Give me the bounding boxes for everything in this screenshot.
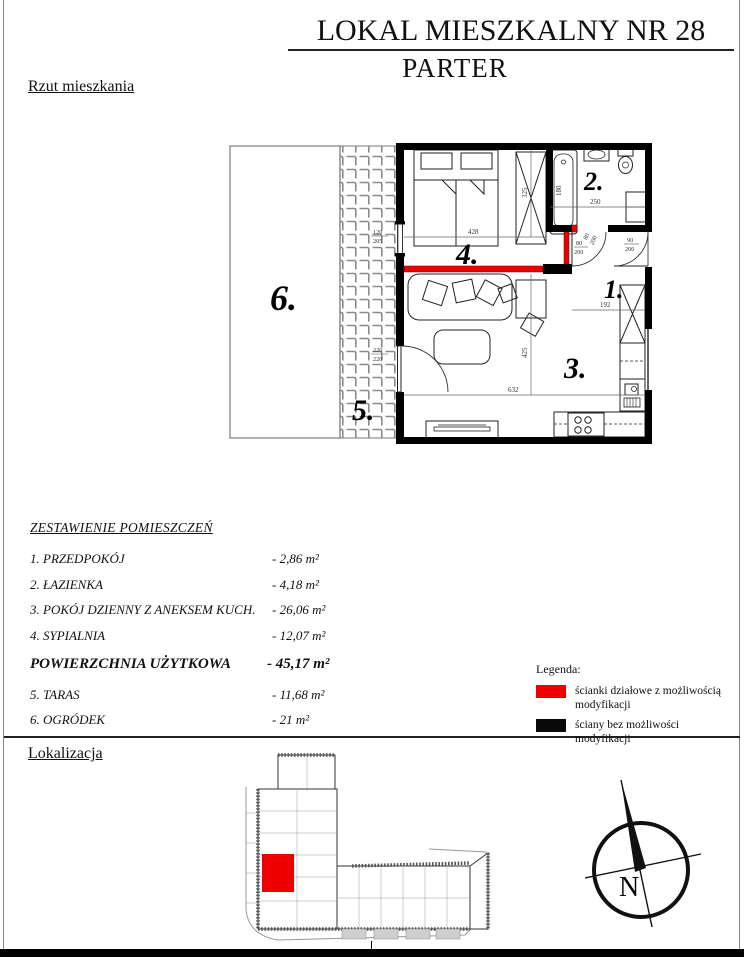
svg-text:200: 200: [588, 234, 599, 247]
legend-item-black-walls: [536, 718, 732, 747]
svg-text:205: 205: [373, 238, 383, 245]
room-row-label: 6. OGRÓDEK: [30, 712, 106, 727]
legend-item-label: ścianki działowe z możliwością modyfikacji: [575, 685, 721, 712]
site-terraces: [342, 929, 460, 939]
room-row-4: [30, 628, 380, 644]
usable-area-label: POWIERZCHNIA UŻYTKOWA: [30, 655, 231, 672]
room-row-6: [30, 712, 380, 728]
room-schedule: [30, 520, 380, 738]
coffee-table-icon: [434, 330, 490, 364]
legend-item-label: ściany bez możliwości modyfikacji: [575, 718, 680, 746]
room-row-label: 5. TARAS: [30, 686, 80, 702]
dim-425: 425: [521, 347, 529, 358]
svg-text:220: 220: [373, 356, 383, 363]
room-row-5: [30, 687, 380, 703]
compass-north-label: N: [619, 872, 640, 903]
page-title: LOKAL MIESZKALNY NR 28: [288, 14, 734, 51]
svg-text:200: 200: [625, 246, 635, 253]
tv-cabinet-icon: [426, 421, 498, 438]
legend-title: Legenda:: [536, 662, 581, 676]
black-wall-swatch: [536, 719, 566, 732]
location-section-heading: Lokalizacja: [28, 745, 103, 762]
dim-180: 180: [555, 185, 563, 196]
bed-icon: [414, 150, 498, 246]
room-row-3: [30, 602, 380, 618]
floor-plan-section-heading: Rzut mieszkania: [28, 78, 135, 95]
sofa-icon: [408, 274, 512, 320]
usable-area-value: - 45,17 m²: [267, 655, 330, 672]
svg-text:220: 220: [373, 347, 383, 354]
dim-250: 250: [590, 198, 601, 206]
site-plan-drawing: [222, 753, 504, 953]
stove-counter-icon: [554, 412, 645, 437]
page-border-left: [3, 0, 4, 950]
room-5-label: 5.: [352, 394, 375, 427]
room-row-area: - 21 m²: [272, 712, 310, 727]
room-4-label: 4.: [456, 238, 479, 271]
dim-325: 325: [521, 187, 529, 198]
room-row-area: - 26,06 m²: [272, 602, 326, 617]
room-row-area: - 4,18 m²: [272, 576, 319, 592]
compass-circle: [594, 823, 688, 917]
room-row-label: 1. PRZEDPOKÓJ: [30, 551, 125, 566]
floor-plan-drawing: [228, 140, 658, 450]
svg-text:200: 200: [574, 249, 584, 256]
dim-428: 428: [468, 228, 479, 236]
garden-area: [230, 146, 340, 438]
legend-item-red-walls: [536, 684, 732, 713]
kitchen-units-icon: [620, 285, 645, 411]
room-2-label: 2.: [584, 167, 604, 196]
room-3-label: 3.: [564, 352, 587, 385]
room-row-area: - 12,07 m²: [272, 627, 326, 643]
unit-28-highlight: [262, 854, 294, 892]
svg-text:90: 90: [627, 237, 634, 244]
building-footprint: [258, 755, 488, 929]
page-subtitle: PARTER: [402, 53, 508, 83]
svg-text:80: 80: [576, 240, 583, 247]
page-border-right: [739, 0, 740, 950]
usable-area-total-row: [30, 656, 380, 673]
room-row-area: - 11,68 m²: [272, 686, 325, 702]
dim-632: 632: [508, 386, 519, 394]
terrace-area: [340, 146, 399, 438]
svg-text:120: 120: [373, 229, 383, 236]
title-block: [288, 14, 734, 84]
room-schedule-header: ZESTAWIENIE POMIESZCZEŃ: [30, 520, 213, 535]
room-row-2: [30, 577, 380, 593]
room-row-1: [30, 551, 380, 567]
room-1-label: 1.: [604, 275, 624, 304]
room-row-label: 2. ŁAZIENKA: [30, 576, 103, 592]
svg-text:80: 80: [582, 232, 592, 242]
room-row-label: 3. POKÓJ DZIENNY Z ANEKSEM KUCH.: [30, 602, 256, 617]
room-row-label: 4. SYPIALNIA: [30, 627, 106, 643]
room-6-label: 6.: [270, 278, 297, 318]
dim-192: 192: [600, 301, 611, 309]
room-row-area: - 2,86 m²: [272, 551, 319, 566]
legend: [536, 662, 732, 752]
red-wall-swatch: [536, 685, 566, 698]
north-compass: [585, 772, 705, 937]
